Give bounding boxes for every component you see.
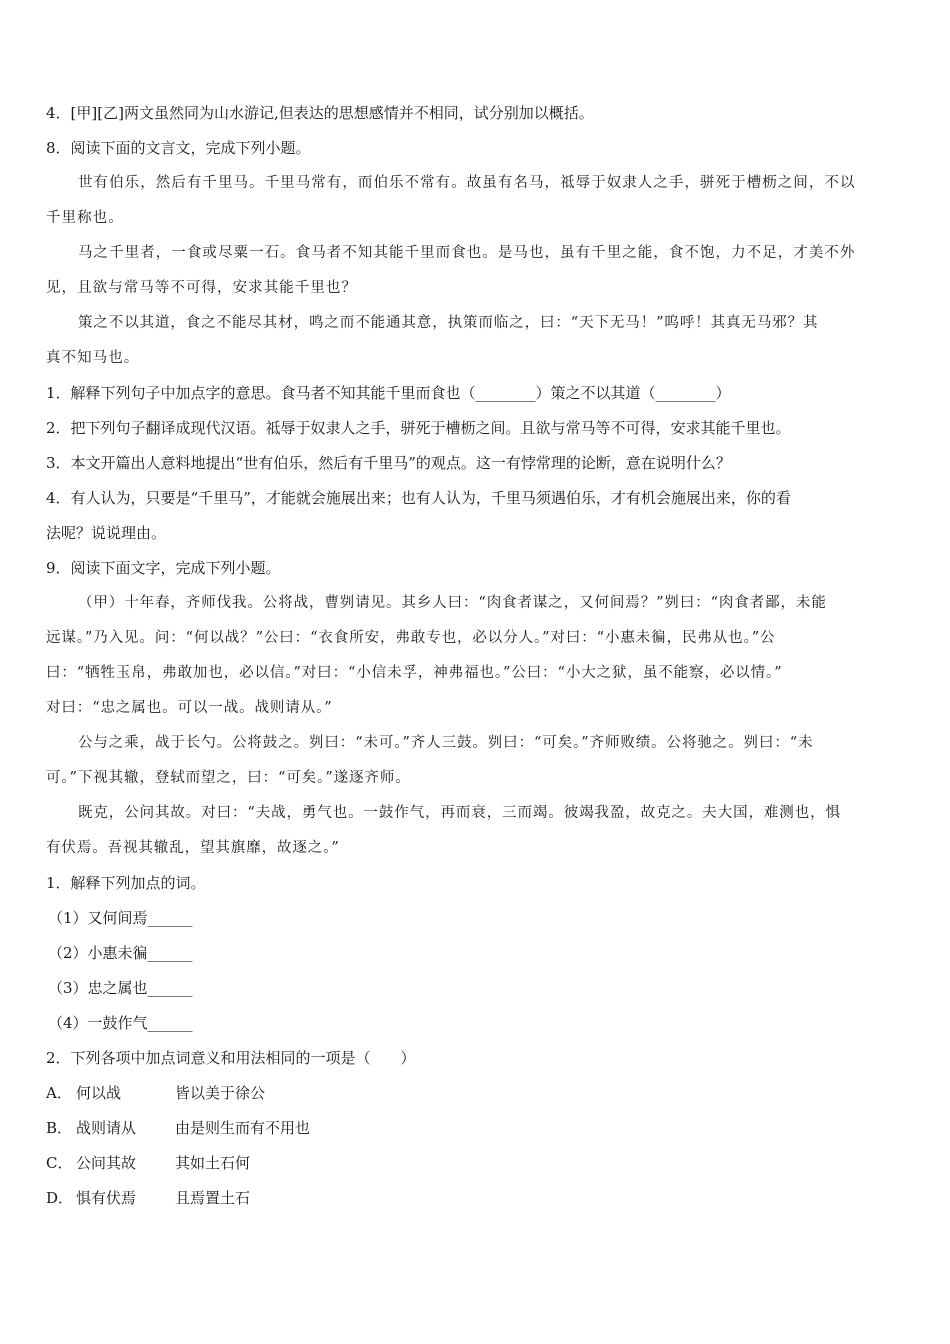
option-key: B． [46,1119,73,1137]
option-key: A． [46,1084,72,1102]
classical-text-line: 真不知马也。 [46,350,140,366]
question-9-1-item: （1）又何间焉______ [48,909,193,927]
classical-text-line: 既克，公问其故。对曰：“夫战，勇气也。一鼓作气，再而衰，三而竭。彼竭我盈，故克之。夫大国，难测也，惧 [78,805,841,821]
section-8-heading: 8．阅读下面的文言文，完成下列小题。 [46,139,311,157]
option-phrase-b: 由是则生而有不用也 [175,1119,311,1137]
option-d [46,1181,906,1216]
option-phrase-b: 皆以美于徐公 [175,1084,266,1102]
classical-text-line: 策之不以其道，食之不能尽其材，鸣之而不能通其意，执策而临之，曰：“天下无马！”呜呼！其真无马邪？其 [78,315,819,331]
classical-text-line: 有伏焉。吾视其辙乱，望其旗靡，故逐之。” [46,840,340,856]
option-phrase-b: 且焉置土石 [175,1189,251,1207]
question-8-4: 4．有人认为，只要是“千里马”，才能就会施展出来；也有人认为，千里马须遇伯乐，才有机会施展出来，你的看 [46,489,791,507]
classical-text-line: 世有伯乐，然后有千里马。千里马常有，而伯乐不常有。故虽有名马，祗辱于奴隶人之手，骈死于槽枥之间，不以 [78,175,856,191]
question-8-3: 3．本文开篇出人意料地提出“世有伯乐，然后有千里马”的观点。这一有悖常理的论断，意在说明什么？ [46,454,731,472]
question-4-jia-yi: 4．[甲][乙]两文虽然同为山水游记,但表达的思想感情并不相同，试分别加以概括。 [46,104,594,122]
section-9-heading: 9．阅读下面文字，完成下列小题。 [46,559,281,577]
option-phrase-a: 战则请从 [76,1119,137,1137]
question-9-1-item: （3）忠之属也______ [48,979,193,997]
classical-text-line: 曰：“牺牲玉帛，弗敢加也，必以信。”对曰：“小信未孚，神弗福也。”公曰：“小大之狱，虽不能察，必以情。” [46,665,783,681]
option-c [46,1146,906,1181]
classical-text-line: 可。”下视其辙，登轼而望之，曰：“可矣。”遂逐齐师。 [46,770,411,786]
option-phrase-a: 公问其故 [76,1154,137,1172]
classical-text-line: 见，且欲与常马等不可得，安求其能千里也？ [46,280,357,296]
question-8-4-cont: 法呢？说说理由。 [46,524,167,542]
option-phrase-a: 何以战 [76,1084,122,1102]
classical-text-line: 公与之乘，战于长勺。公将鼓之。刿曰：“未可。”齐人三鼓。刿曰：“可矣。”齐师败绩。公将驰之。刿曰：“未 [78,735,814,751]
option-b [46,1111,906,1146]
document-page [46,96,906,1216]
classical-text-line: 对曰：“忠之属也。可以一战。战则请从。” [46,700,333,716]
classical-text-line: （甲）十年春，齐师伐我。公将战，曹刿请见。其乡人曰：“肉食者谋之，又何间焉？”刿曰：“肉食者鄙，未能 [78,595,827,611]
classical-text-line: 远谋。”乃入见。问：“何以战？”公曰：“衣食所安，弗敢专也，必以分人。”对曰：“小惠未徧，民弗从也。”公 [46,630,776,646]
question-9-1: 1．解释下列加点的词。 [46,874,206,892]
question-8-1: 1．解释下列句子中加点字的意思。食马者不知其能千里而食也（________）策之不以其道（________） [46,384,731,402]
question-8-2: 2．把下列句子翻译成现代汉语。祗辱于奴隶人之手，骈死于槽枥之间。且欲与常马等不可得，安求其能千里也。 [46,419,791,437]
option-phrase-b: 其如土石何 [175,1154,251,1172]
option-phrase-a: 惧有伏焉 [76,1189,137,1207]
classical-text-line: 千里称也。 [46,210,124,226]
option-a [46,1076,906,1111]
option-key: D． [46,1189,74,1207]
question-9-1-item: （2）小惠未徧______ [48,944,193,962]
option-key: C． [46,1154,73,1172]
question-9-2: 2．下列各项中加点词意义和用法相同的一项是（ ） [46,1049,416,1067]
question-9-1-item: （4）一鼓作气______ [48,1014,193,1032]
classical-text-line: 马之千里者，一食或尽粟一石。食马者不知其能千里而食也。是马也，虽有千里之能，食不饱，力不足，才美不外 [78,245,856,261]
